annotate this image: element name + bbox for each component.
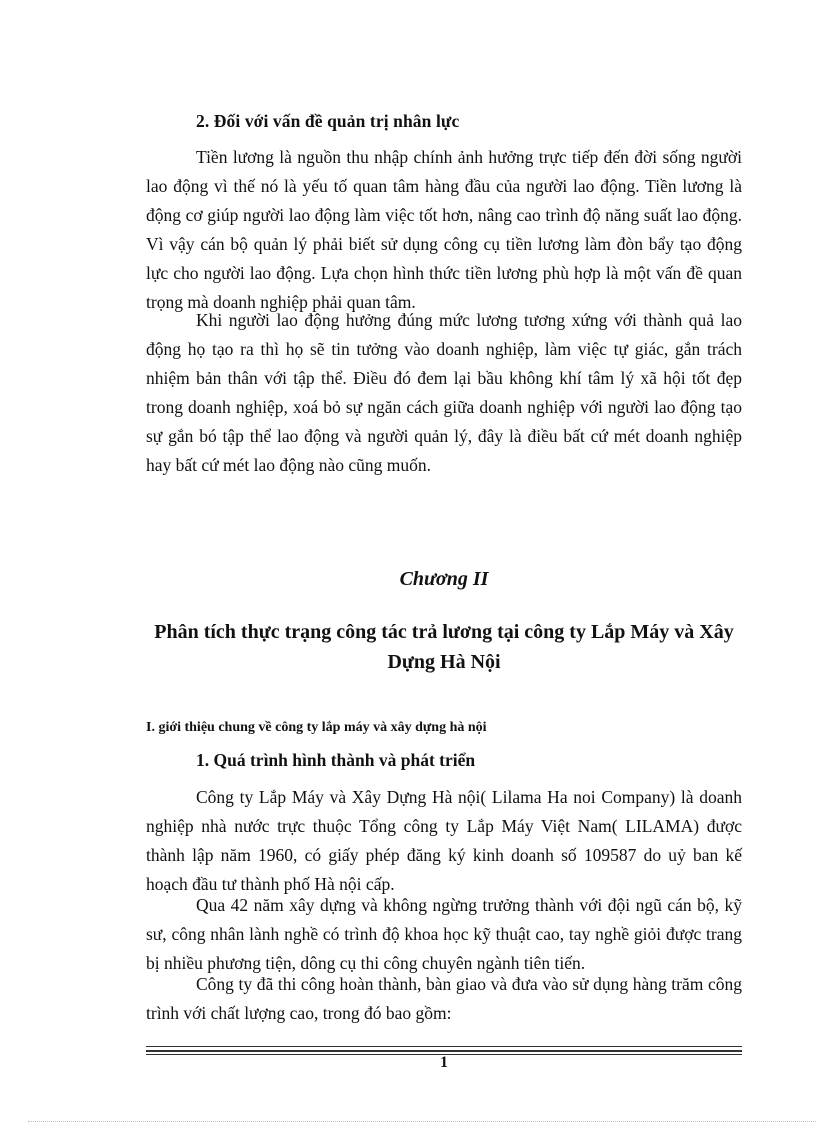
footer-divider [146,1050,742,1052]
page-bottom-border [28,1121,816,1122]
body-paragraph: Công ty Lắp Máy và Xây Dựng Hà nội( Lilama Ha noi Company) là doanh nghiệp nhà nước trực thuộc Tổng công ty Lắp Máy Việt Nam( LILAMA) được thành lập năm 1960, có giấy phép đăng ký kinh doanh số 109587 do uỷ ban kế hoạch đầu tư thành phố Hà nội cấp. [146,787,742,894]
section-heading: I. giới thiệu chung về công ty lắp máy và xây dựng hà nội [146,720,487,735]
chapter-label: Chương II [399,568,489,590]
chapter-title: Phân tích thực trạng công tác trả lương tại công ty Lắp Máy và Xây Dựng Hà Nội [154,621,734,673]
body-paragraph: Qua 42 năm xây dựng và không ngừng trưởng thành với đội ngũ cán bộ, kỹ sư, công nhân lành nghề có trình độ khoa học kỹ thuật cao, tay nghề giỏi được trang bị nhiều phương tiện, dông cụ thi công chuyên ngành tiên tiến. [146,895,742,973]
page-number: 1 [440,1054,448,1071]
body-paragraph: Khi người lao động hưởng đúng mức lương tương xứng với thành quả lao động họ tạo ra thì họ sẽ tin tưởng vào doanh nghiệp, làm việc tự giác, gắn trách nhiệm bản thân với tập thể. Điều đó đem lại bầu không khí tâm lý xã hội tốt đẹp trong doanh nghiệp, xoá bỏ sự ngăn cách giữa doanh nghiệp với người lao động tạo sự gắn bó tập thể lao động và người quản lý, đây là điều bất cứ mét doanh nghiệp hay bất cứ mét lao động nào cũng muốn. [146,310,742,475]
section-heading: 2. Đối với vấn đề quản trị nhân lực [196,111,460,131]
footer-divider [146,1046,742,1047]
body-paragraph: Công ty đã thi công hoàn thành, bàn giao và đưa vào sử dụng hàng trăm công trình với chất lượng cao, trong đó bao gồm: [146,974,742,1023]
body-paragraph: Tiền lương là nguồn thu nhập chính ảnh hưởng trực tiếp đến đời sống người lao động vì thế nó là yếu tố quan tâm hàng đầu của người lao động. Tiền lương là động cơ giúp người lao động làm việc tốt hơn, nâng cao trình độ năng suất lao động. Vì vậy cán bộ quản lý phải biết sử dụng công cụ tiền lương làm đòn bẩy tạo động lực cho người lao động. Lựa chọn hình thức tiền lương phù hợp là một vấn đề quan trọng mà doanh nghiệp phải quan tâm. [146,147,742,312]
subsection-heading: 1. Quá trình hình thành và phát triển [196,750,476,770]
